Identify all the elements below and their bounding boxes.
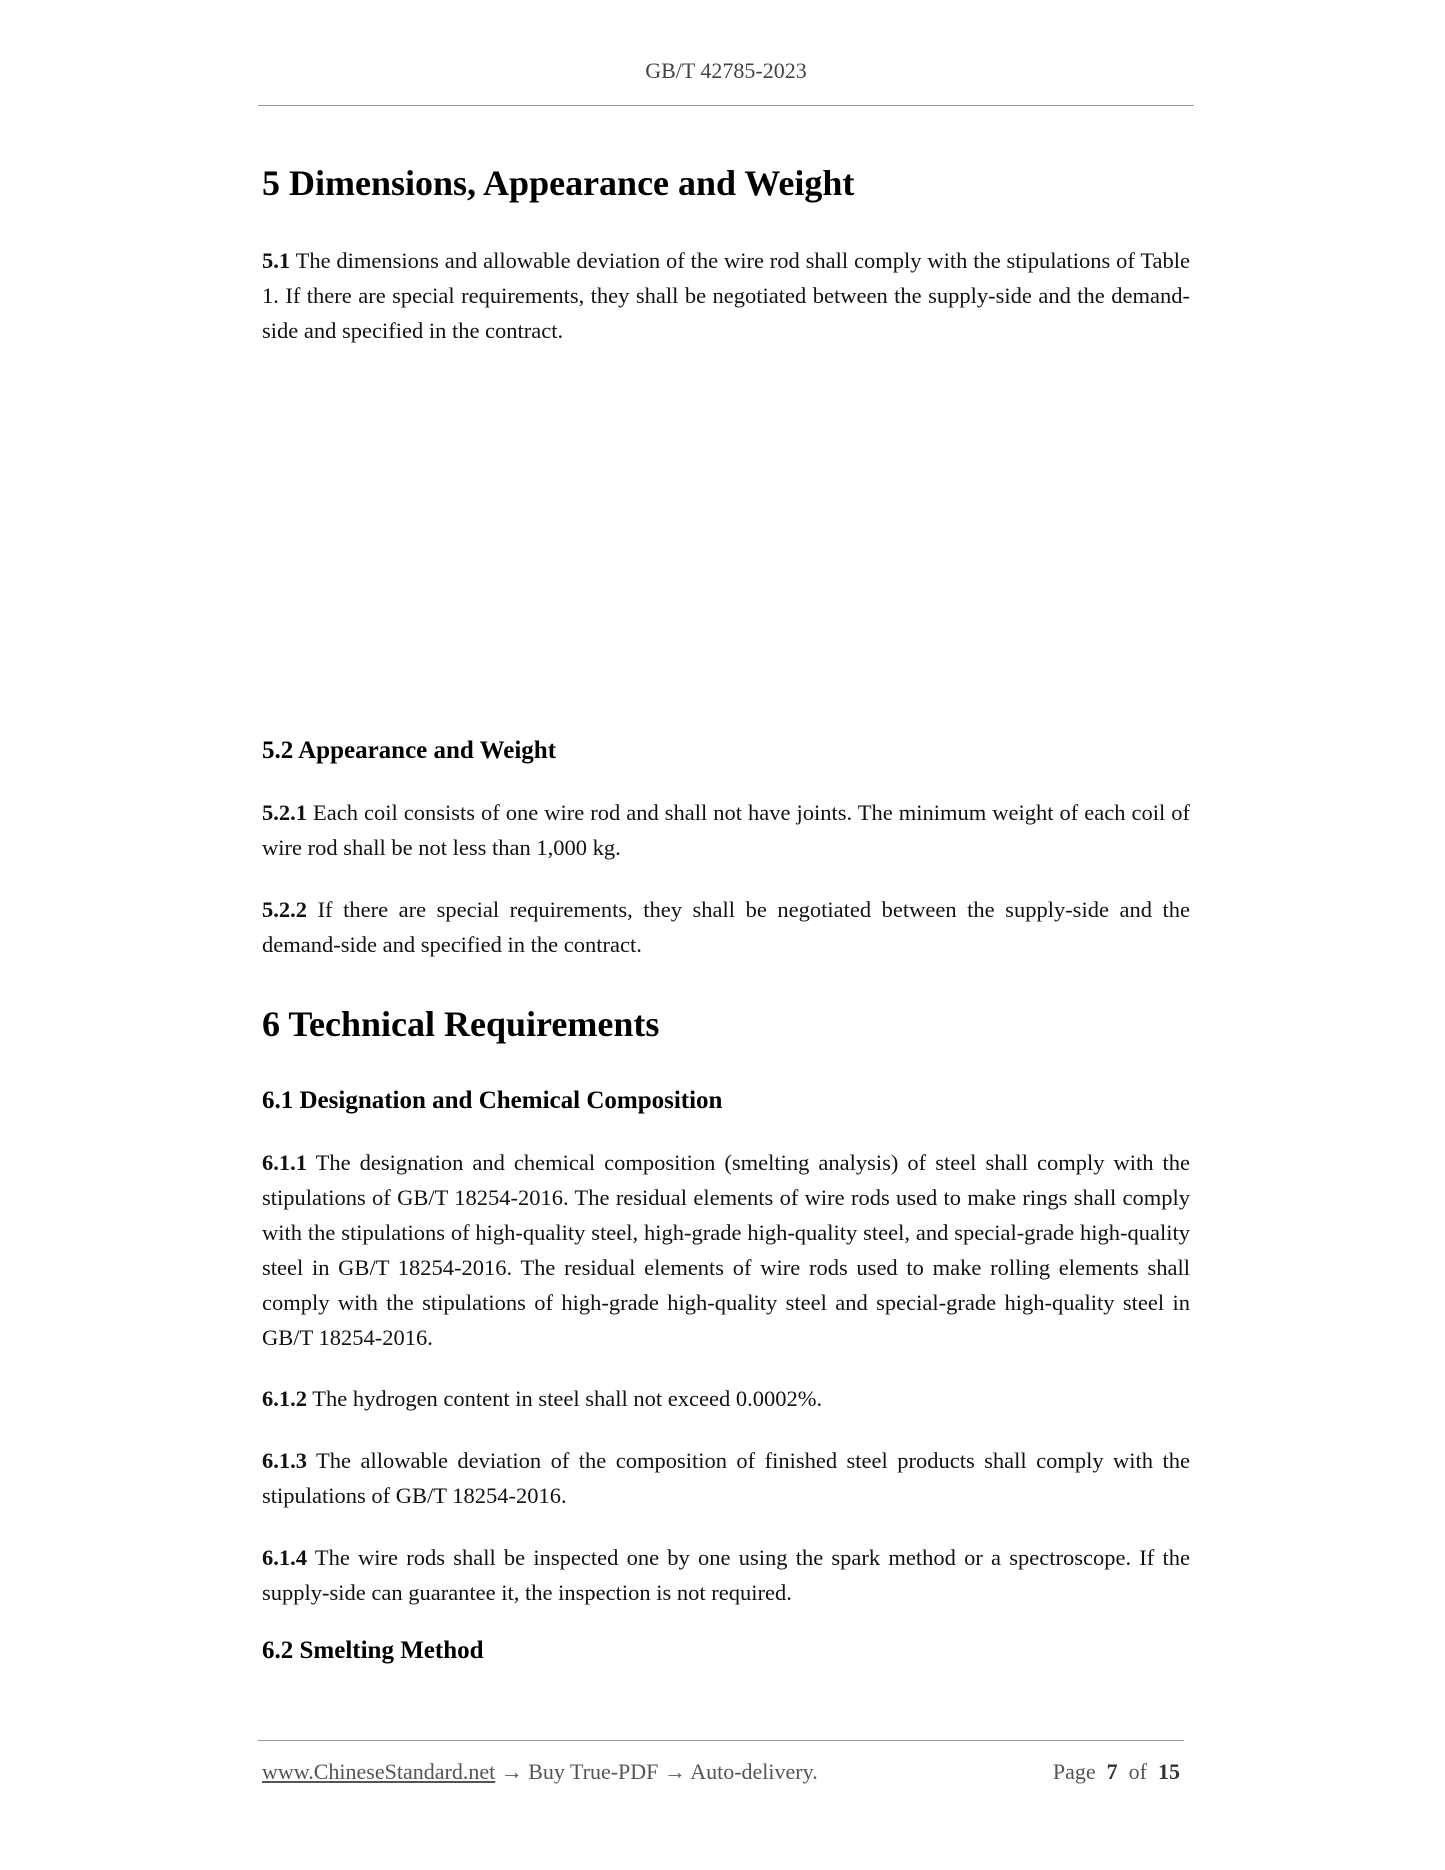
clause-text: The allowable deviation of the composition of finished steel products shall comply with the stipulations of GB/T 18254-2016. <box>262 1448 1190 1508</box>
total-pages: 15 <box>1158 1759 1180 1784</box>
website-link[interactable]: www.ChineseStandard.net <box>262 1759 496 1784</box>
of-label: of <box>1128 1759 1147 1784</box>
clause-6-1-2 <box>262 1381 1190 1416</box>
clause-text: The dimensions and allowable deviation of the wire rod shall comply with the stipulations of Table 1. If there are special requirements, they shall be negotiated between the supply-side and the demand-side and specified in the contract. <box>262 248 1190 343</box>
current-page: 7 <box>1106 1759 1118 1784</box>
page-label: Page <box>1052 1759 1096 1784</box>
page-number <box>1053 1759 1180 1785</box>
clause-text: Each coil consists of one wire rod and shall not have joints. The minimum weight of each coil of wire rod shall be not less than 1,000 kg. <box>262 800 1190 860</box>
clause-5-1 <box>262 243 1190 348</box>
clause-5-2-1 <box>262 795 1190 865</box>
clause-number: 5.2.1 <box>262 800 307 825</box>
header-divider <box>258 105 1194 106</box>
auto-delivery-text: Auto-delivery. <box>690 1759 818 1784</box>
clause-text: The designation and chemical composition (smelting analysis) of steel shall comply with the stipulations of GB/T 18254-2016. The residual elements of wire rods used to make rings shall comply with the stipulations of high-quality steel, high-grade high-quality steel, and special-grade high-quality steel in GB/T 18254-2016. The residual elements of wire rods used to make rolling elements shall comply with the stipulations of high-grade high-quality steel and special-grade high-quality steel in GB/T 18254-2016. <box>262 1150 1190 1350</box>
section-5-heading: 5 Dimensions, Appearance and Weight <box>262 163 855 203</box>
clause-number: 6.1.2 <box>262 1386 307 1411</box>
clause-text: If there are special requirements, they shall be negotiated between the supply-side and the demand-side and specified in the contract. <box>262 897 1191 957</box>
clause-number: 5.1 <box>262 248 291 273</box>
clause-6-1-4 <box>262 1540 1190 1610</box>
arrow-right-icon: → <box>500 1759 523 1784</box>
clause-6-1-1 <box>262 1145 1190 1355</box>
clause-number: 6.1.1 <box>262 1150 307 1175</box>
clause-number: 6.1.4 <box>262 1545 307 1570</box>
running-header: GB/T 42785-2023 <box>645 58 807 83</box>
clause-5-2-2 <box>262 892 1190 962</box>
footer-divider <box>258 1740 1184 1741</box>
clause-number: 5.2.2 <box>262 897 307 922</box>
clause-6-1-3 <box>262 1443 1190 1513</box>
section-6-1-heading: 6.1 Designation and Chemical Composition <box>262 1087 723 1114</box>
clause-text: The hydrogen content in steel shall not exceed 0.0002%. <box>312 1386 823 1411</box>
section-6-2-heading: 6.2 Smelting Method <box>262 1637 484 1664</box>
clause-number: 6.1.3 <box>262 1448 307 1473</box>
section-6-heading: 6 Technical Requirements <box>262 1004 660 1044</box>
section-5-2-heading: 5.2 Appearance and Weight <box>262 737 557 764</box>
footer-promo <box>262 1759 818 1785</box>
arrow-right-icon: → <box>663 1759 686 1784</box>
buy-pdf-text: Buy True-PDF <box>528 1759 659 1784</box>
clause-text: The wire rods shall be inspected one by one using the spark method or a spectroscope. If the supply-side can guarantee it, the inspection is not required. <box>262 1545 1191 1605</box>
